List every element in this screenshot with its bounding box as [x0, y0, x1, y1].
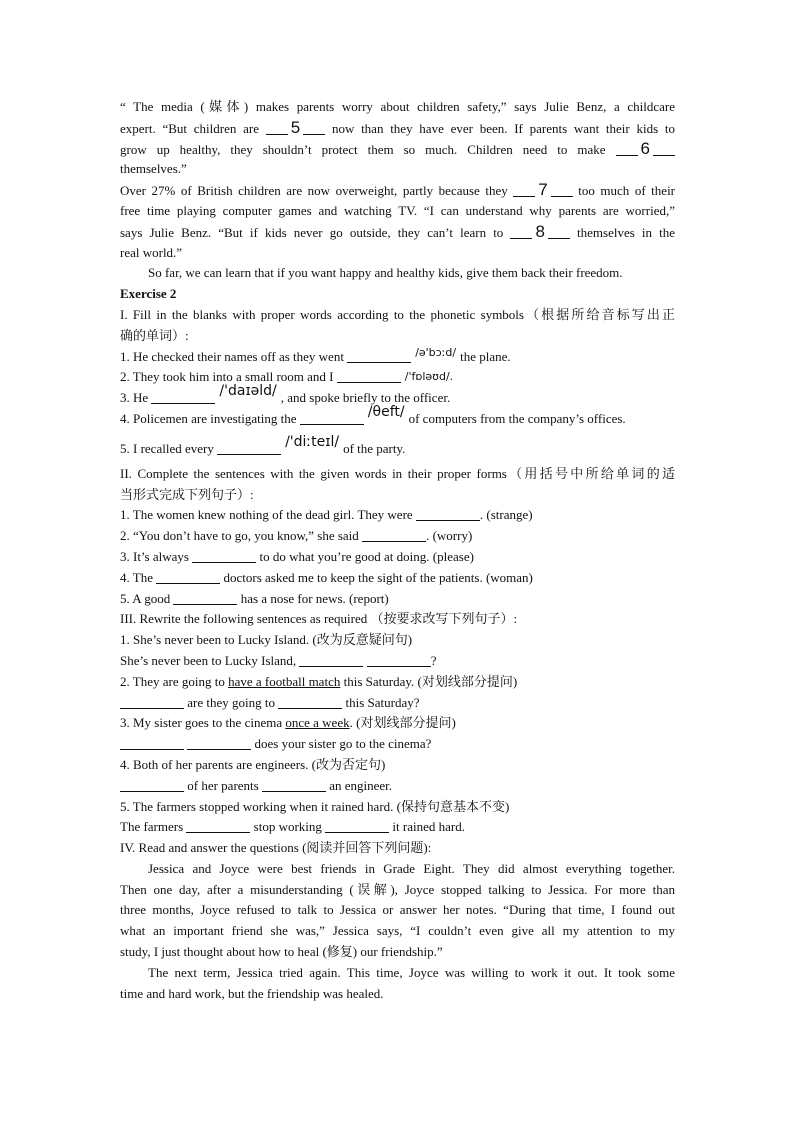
section-4-heading: IV. Read and answer the questions (阅读并回答下列问题):: [120, 840, 432, 856]
passage-line-2: [120, 118, 675, 139]
answer-blank[interactable]: [653, 142, 675, 156]
answer-blank[interactable]: [262, 778, 326, 792]
text: it rained hard.: [392, 819, 465, 835]
text: does your sister go to the cinema?: [254, 736, 432, 752]
answer-blank[interactable]: [156, 570, 220, 584]
answer-blank[interactable]: [510, 225, 532, 239]
exercise-title: Exercise 2: [120, 286, 177, 302]
answer-blank[interactable]: [513, 183, 535, 197]
answer-blank[interactable]: [266, 121, 288, 135]
text: stop working: [253, 819, 322, 835]
rewrite-a3: [120, 734, 675, 755]
text: to do what you’re good at doing. (please): [259, 548, 474, 564]
passage-line-9: So far, we can learn that if you want happy and healthy kids, give them back their freedom.: [148, 265, 623, 281]
blank-number: 8: [535, 221, 545, 241]
text: 4. The: [120, 569, 153, 585]
answer-blank[interactable]: [347, 349, 411, 363]
answer-blank[interactable]: [416, 507, 480, 521]
text: of computers from the company’s offices.: [408, 410, 626, 426]
section-1-heading: I. Fill in the blanks with proper words according to the phonetic symbols（根据所给音标写出正: [120, 306, 675, 322]
rewrite-a2: [120, 693, 675, 714]
text: 1. The women knew nothing of the dead girl. They were: [120, 507, 413, 523]
passage-line-3: [120, 139, 675, 160]
phonetic-symbol: /'diːteɪl/: [285, 433, 340, 450]
text: . (strange): [479, 507, 533, 523]
underlined-phrase: have a football match: [228, 673, 341, 689]
text: has a nose for news. (report): [240, 590, 389, 606]
reading-line-1: Jessica and Joyce were best friends in Grade Eight. They did almost everything together.: [148, 860, 675, 876]
text: 3. He: [120, 390, 149, 406]
blank-number: 5: [290, 117, 301, 137]
answer-blank[interactable]: [173, 591, 237, 605]
phonetic-q5: [120, 432, 675, 459]
text: The farmers: [120, 819, 184, 835]
rewrite-a1: [120, 651, 675, 672]
passage-line-8: real world.”: [120, 244, 183, 260]
passage-line-5: [120, 180, 675, 201]
text: of her parents: [187, 777, 259, 793]
phonetic-symbol: /ə'bɔːd/: [415, 345, 457, 359]
section-2-heading: II. Complete the sentences with the given words in their proper forms（用括号中所给单词的适: [120, 465, 675, 481]
text: 4. Policemen are investigating the: [120, 410, 297, 426]
form-q4: [120, 568, 675, 589]
rewrite-q5: 5. The farmers stopped working when it rained hard. (保持句意基本不变): [120, 798, 510, 814]
text: doctors asked me to keep the sight of the patients. (woman): [223, 569, 533, 585]
answer-blank[interactable]: [551, 183, 573, 197]
form-q3: [120, 547, 675, 568]
answer-blank[interactable]: [151, 390, 215, 404]
reading-line-7: time and hard work, but the friendship was healed.: [120, 985, 384, 1001]
passage-line-7: [120, 222, 675, 243]
underlined-phrase: once a week: [285, 715, 350, 731]
phonetic-q4: [120, 403, 675, 430]
text: says Julie Benz, a childcare: [514, 99, 676, 114]
form-q1: [120, 505, 675, 526]
text: themselves in the: [577, 224, 676, 240]
text: “ The media (媒体) makes parents worry about children safety,”: [120, 99, 507, 114]
text: are they going to: [187, 694, 275, 710]
section-2-heading-cont: 当形式完成下列句子）:: [120, 486, 254, 502]
answer-blank[interactable]: [120, 778, 184, 792]
text: too much of their: [578, 183, 676, 199]
answer-blank[interactable]: [616, 142, 638, 156]
answer-blank[interactable]: [217, 441, 281, 455]
answer-blank[interactable]: [300, 411, 364, 425]
phonetic-symbol: /'fɒləʊd/.: [404, 370, 454, 384]
text: . (对划线部分提问): [349, 715, 456, 731]
text: She’s never been to Lucky Island,: [120, 652, 297, 668]
section-3-heading: III. Rewrite the following sentences as required （按要求改写下列句子）:: [120, 611, 518, 627]
reading-line-5: study, I just thought about how to heal (修复) our friendship.”: [120, 944, 443, 960]
reading-line-6: The next term, Jessica tried again. This time, Joyce was willing to work it out. It took some: [148, 964, 675, 980]
passage-line-4: themselves.”: [120, 161, 187, 177]
section-1-heading-cont: 确的单词）:: [120, 327, 189, 343]
rewrite-a4: [120, 776, 675, 797]
phonetic-q1: [120, 347, 675, 368]
answer-blank[interactable]: [303, 121, 325, 135]
text: expert. “But children are: [120, 120, 259, 136]
answer-blank[interactable]: [120, 695, 184, 709]
text: Over 27% of British children are now overweight, partly because they: [120, 183, 508, 199]
reading-line-4: what an important friend she was,” Jessica says, “I couldn’t even give all my attention to my: [120, 923, 675, 939]
answer-blank[interactable]: [367, 653, 431, 667]
text: says Julie Benz. “But if kids never go outside, they can’t learn to: [120, 224, 504, 240]
blank-number: 7: [538, 180, 548, 200]
answer-blank[interactable]: [362, 528, 426, 542]
text: . (worry): [426, 528, 473, 544]
answer-blank[interactable]: [548, 225, 570, 239]
phonetic-symbol: /'daɪəld/: [219, 383, 277, 400]
text: this Saturday?: [345, 694, 420, 710]
text: 3. My sister goes to the cinema: [120, 715, 283, 731]
text: now than they have ever been. If parents want their kids to: [331, 120, 676, 136]
answer-blank[interactable]: [186, 819, 250, 833]
text: 5. I recalled every: [120, 440, 214, 456]
text: 1. He checked their names off as they went: [120, 348, 344, 364]
rewrite-q4: 4. Both of her parents are engineers. (改为否定句): [120, 756, 386, 772]
text: the plane.: [460, 348, 511, 364]
text: this Saturday. (对划线部分提问): [343, 673, 518, 689]
phonetic-q2: [120, 367, 675, 388]
passage-line-1: [120, 97, 675, 118]
rewrite-q2: [120, 672, 675, 693]
text: grow up healthy, they shouldn’t protect them so much. Children need to make: [120, 141, 606, 157]
rewrite-q1: 1. She’s never been to Lucky Island. (改为反意疑问句): [120, 632, 413, 648]
rewrite-a5: [120, 817, 675, 838]
form-q5: [120, 589, 675, 610]
text: 2. They are going to: [120, 673, 225, 689]
answer-blank[interactable]: [325, 819, 389, 833]
text: an engineer.: [329, 777, 393, 793]
passage-line-6: free time playing computer games and watching TV. “I can understand why parents are worried,”: [120, 202, 675, 218]
blank-number: 6: [640, 138, 650, 158]
text: 2. “You don’t have to go, you know,” she said: [120, 528, 359, 544]
phonetic-symbol: /θeft/: [367, 403, 405, 420]
reading-line-3: three months, Joyce refused to talk to Jessica or answer her notes. “During that time, I found out: [120, 902, 675, 918]
text: of the party.: [343, 440, 406, 456]
text: 3. It’s always: [120, 548, 189, 564]
answer-blank[interactable]: [337, 369, 401, 383]
document-page: [120, 97, 675, 1004]
answer-blank[interactable]: [299, 653, 363, 667]
answer-blank[interactable]: [278, 695, 342, 709]
text: ?: [430, 652, 437, 668]
answer-blank[interactable]: [187, 736, 251, 750]
rewrite-q3: [120, 713, 675, 734]
answer-blank[interactable]: [192, 549, 256, 563]
answer-blank[interactable]: [120, 736, 184, 750]
reading-line-2: Then one day, after a misunderstanding (误解), Joyce stopped talking to Jessica. For more than: [120, 881, 675, 897]
text: 5. A good: [120, 590, 171, 606]
form-q2: [120, 526, 675, 547]
text: 2. They took him into a small room and I: [120, 369, 334, 385]
text: , and spoke briefly to the officer.: [280, 390, 451, 406]
